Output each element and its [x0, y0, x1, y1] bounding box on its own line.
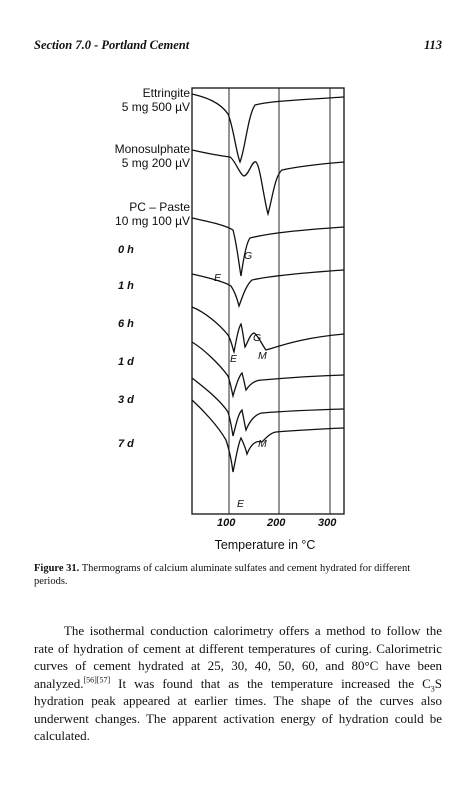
marker-e-mid: E: [230, 353, 238, 365]
time-label-0h: 0 h: [118, 244, 134, 256]
body-text: [34, 622, 442, 745]
label-pc-paste: PC – Paste 10 mg 100 µV: [115, 200, 190, 228]
section-title: Section 7.0 - Portland Cement: [34, 38, 190, 52]
citation-ref: [56][57]: [83, 675, 111, 685]
caption-label: Figure 31.: [34, 563, 80, 574]
time-label-3d: 3 d: [118, 394, 134, 406]
label-ettringite: Ettringite 5 mg 500 µV: [121, 86, 190, 114]
curve-7d: [192, 400, 344, 472]
marker-g-top: G: [244, 250, 253, 262]
running-head: [34, 38, 442, 56]
curve-monosulphate: [192, 150, 344, 214]
caption-text: Thermograms of calcium aluminate sulfates and cement hydrated for different periods.: [34, 563, 411, 587]
paragraph: The isothermal conduction calorimetry offers a method to follow the rate of hydration of cement at different temperatures of curing. Calorimetric curves of cement hydrated at 25, 30, 40, 50, 60, and 80°C have been analyzed.[56][57] It was found that as the temperature increased the $C_3S$ hydration peak appeared at earlier times. The shape of the curves also underwent changes. The apparent activation energy of hydration could be calculated.: [34, 623, 442, 743]
x-tick-200: 200: [267, 517, 286, 529]
curve-ettringite: [192, 94, 344, 162]
marker-m-mid: M: [258, 350, 267, 362]
marker-e-top: E: [214, 272, 222, 284]
curve-0h: [192, 218, 344, 276]
marker-m-low: M: [258, 438, 267, 450]
x-tick-300: 300: [318, 517, 337, 529]
time-label-1h: 1 h: [118, 280, 134, 292]
page-number: 113: [423, 38, 442, 52]
plot-frame: [192, 88, 344, 514]
x-axis-label: Temperature in °C: [214, 538, 316, 552]
time-label-7d: 7 d: [118, 438, 134, 450]
figure-caption: [34, 562, 442, 588]
time-label-6h: 6 h: [118, 318, 134, 330]
curve-1d: [192, 342, 344, 396]
figure-31: [0, 80, 473, 560]
time-label-1d: 1 d: [118, 356, 134, 368]
curve-6h: [192, 307, 344, 352]
marker-g-mid: G: [253, 332, 262, 344]
curve-3d: [192, 378, 344, 436]
label-monosulphate: Monosulphate 5 mg 200 µV: [114, 142, 190, 170]
x-tick-100: 100: [217, 517, 236, 529]
marker-e-low: E: [237, 498, 245, 510]
